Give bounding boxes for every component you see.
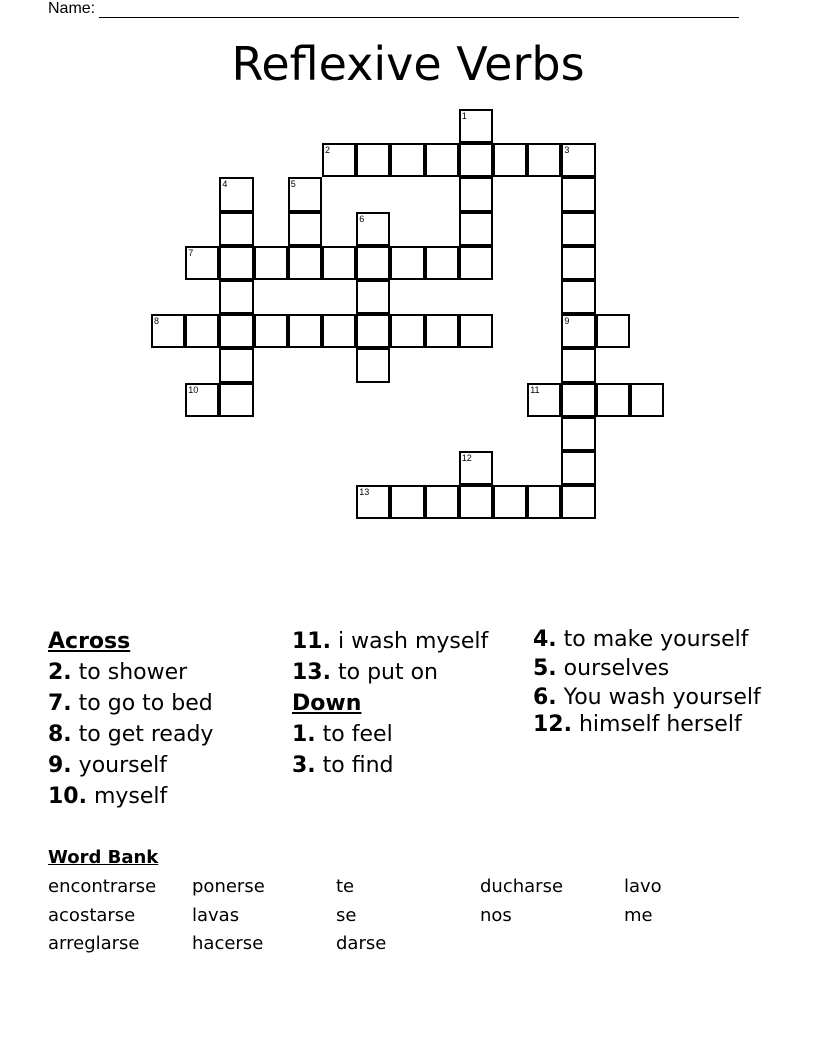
crossword-cell[interactable] bbox=[459, 212, 493, 246]
clue-down-4: 4. to make yourself bbox=[533, 627, 749, 652]
crossword-cell[interactable] bbox=[459, 109, 493, 143]
crossword-cell[interactable] bbox=[459, 451, 493, 485]
crossword-cell[interactable] bbox=[561, 212, 595, 246]
crossword-cell[interactable] bbox=[561, 417, 595, 451]
clue-across-2: 2. to shower bbox=[48, 660, 188, 685]
name-label: Name: bbox=[48, 0, 96, 17]
clue-down-12: 12. himself herself bbox=[533, 712, 742, 737]
word-bank-item: te bbox=[336, 876, 355, 897]
crossword-cell[interactable] bbox=[561, 451, 595, 485]
clue-number: 12 bbox=[461, 453, 472, 463]
clue-number: 10 bbox=[188, 384, 199, 395]
crossword-cell[interactable] bbox=[561, 314, 595, 348]
crossword-cell[interactable] bbox=[219, 246, 253, 280]
crossword-cell[interactable] bbox=[630, 383, 664, 417]
clue-number: 4 bbox=[222, 179, 228, 190]
crossword-cell[interactable] bbox=[219, 314, 253, 348]
crossword-cell[interactable] bbox=[459, 485, 493, 519]
crossword-cell[interactable] bbox=[322, 143, 356, 177]
crossword-cell[interactable] bbox=[527, 143, 561, 177]
crossword-cell[interactable] bbox=[561, 246, 595, 280]
crossword-cell[interactable] bbox=[356, 212, 390, 246]
word-bank-title: Word Bank bbox=[48, 847, 159, 868]
clue-down-5: 5. ourselves bbox=[533, 656, 670, 681]
crossword-cell[interactable] bbox=[561, 280, 595, 314]
crossword-cell[interactable] bbox=[288, 314, 322, 348]
word-bank-item: encontrarse bbox=[48, 876, 157, 897]
crossword-cell[interactable] bbox=[356, 485, 390, 519]
crossword-cell[interactable] bbox=[425, 143, 459, 177]
word-bank-item: acostarse bbox=[48, 904, 136, 926]
crossword-cell[interactable] bbox=[390, 143, 424, 177]
word-bank-item: lavo bbox=[624, 876, 662, 897]
crossword-cell[interactable] bbox=[219, 383, 253, 417]
crossword-cell[interactable] bbox=[561, 348, 595, 382]
clue-down-1: 1. to feel bbox=[292, 722, 393, 747]
crossword-cell[interactable] bbox=[459, 314, 493, 348]
crossword-cell[interactable] bbox=[493, 485, 527, 519]
clue-across-7: 7. to go to bed bbox=[48, 691, 213, 716]
clues-column-2 bbox=[292, 626, 532, 781]
crossword-cell[interactable] bbox=[288, 246, 322, 280]
crossword-cell[interactable] bbox=[527, 383, 561, 417]
crossword-cell[interactable] bbox=[561, 485, 595, 519]
clue-number: 2 bbox=[325, 145, 331, 156]
crossword-cell[interactable] bbox=[390, 246, 424, 280]
crossword-cell[interactable] bbox=[185, 383, 219, 417]
crossword-cell[interactable] bbox=[425, 246, 459, 280]
word-bank-item: se bbox=[336, 904, 357, 926]
clue-across-11: 11. i wash myself bbox=[292, 629, 489, 654]
clue-number: 3 bbox=[564, 145, 570, 156]
clue-across-10: 10. myself bbox=[48, 784, 168, 809]
crossword-cell[interactable] bbox=[356, 143, 390, 177]
word-bank-item: lavas bbox=[192, 904, 240, 926]
word-bank-item: nos bbox=[480, 904, 512, 926]
crossword-cell[interactable] bbox=[185, 246, 219, 280]
crossword-cell[interactable] bbox=[254, 246, 288, 280]
crossword-cell[interactable] bbox=[493, 143, 527, 177]
clue-across-8: 8. to get ready bbox=[48, 722, 214, 747]
crossword-cell[interactable] bbox=[322, 246, 356, 280]
crossword-cell[interactable] bbox=[459, 177, 493, 211]
crossword-cell[interactable] bbox=[219, 212, 253, 246]
clues-column-3 bbox=[533, 626, 773, 738]
crossword-cell[interactable] bbox=[151, 314, 185, 348]
crossword-cell[interactable] bbox=[322, 314, 356, 348]
crossword-cell[interactable] bbox=[596, 383, 630, 417]
crossword-cell[interactable] bbox=[219, 280, 253, 314]
clue-down-3: 3. to find bbox=[292, 753, 394, 778]
crossword-cell[interactable] bbox=[459, 143, 493, 177]
crossword-cell[interactable] bbox=[219, 348, 253, 382]
down-heading: Down bbox=[292, 691, 362, 716]
clue-number: 8 bbox=[154, 316, 160, 327]
clue-across-9: 9. yourself bbox=[48, 753, 167, 778]
crossword-cell[interactable] bbox=[390, 314, 424, 348]
clue-number: 6 bbox=[359, 213, 365, 224]
word-bank-item: darse bbox=[336, 933, 387, 954]
crossword-cell[interactable] bbox=[561, 383, 595, 417]
clue-number: 11 bbox=[530, 384, 540, 395]
crossword-cell[interactable] bbox=[596, 314, 630, 348]
word-bank-item: ponerse bbox=[192, 876, 265, 897]
clue-across-13: 13. to put on bbox=[292, 660, 438, 685]
crossword-cell[interactable] bbox=[288, 177, 322, 211]
crossword-cell[interactable] bbox=[356, 246, 390, 280]
clues-column-1 bbox=[48, 626, 288, 812]
crossword-cell[interactable] bbox=[254, 314, 288, 348]
crossword-cell[interactable] bbox=[425, 314, 459, 348]
crossword-cell[interactable] bbox=[390, 485, 424, 519]
clue-number: 1 bbox=[461, 111, 467, 121]
clue-number: 5 bbox=[290, 179, 296, 190]
crossword-cell[interactable] bbox=[356, 314, 390, 348]
word-bank bbox=[48, 873, 768, 959]
crossword-cell[interactable] bbox=[219, 177, 253, 211]
crossword-cell[interactable] bbox=[459, 246, 493, 280]
page-title: Reflexive Verbs bbox=[231, 37, 585, 91]
clue-number: 13 bbox=[359, 487, 370, 498]
clue-number: 9 bbox=[564, 316, 570, 327]
word-bank-item: ducharse bbox=[480, 876, 564, 897]
clue-down-6: 6. You wash yourself bbox=[533, 685, 761, 710]
crossword-cell[interactable] bbox=[561, 143, 595, 177]
crossword-cell[interactable] bbox=[185, 314, 219, 348]
word-bank-item: me bbox=[624, 904, 653, 926]
word-bank-item: hacerse bbox=[192, 933, 264, 954]
word-bank-item: arreglarse bbox=[48, 933, 140, 954]
crossword-cell[interactable] bbox=[527, 485, 561, 519]
crossword-cell[interactable] bbox=[356, 348, 390, 382]
across-heading: Across bbox=[48, 629, 131, 654]
crossword-cell[interactable] bbox=[288, 212, 322, 246]
clue-number: 7 bbox=[188, 247, 194, 258]
crossword-cell[interactable] bbox=[356, 280, 390, 314]
crossword-cell[interactable] bbox=[561, 177, 595, 211]
crossword-cell[interactable] bbox=[425, 485, 459, 519]
